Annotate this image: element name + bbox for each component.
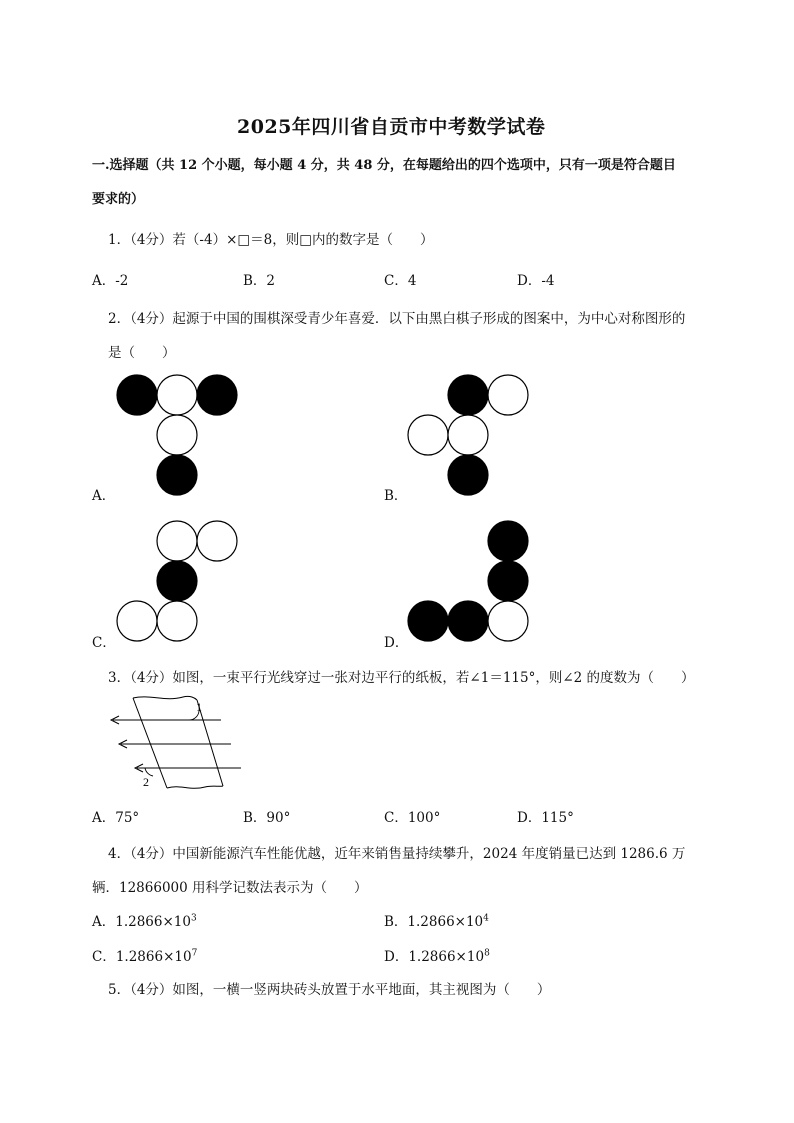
option-text: B．1.2866×10 xyxy=(384,914,484,930)
exponent: 7 xyxy=(191,948,198,959)
question-5-stem: 5．（4分）如图，一横一竖两块砖头放置于水平地面，其主视图为（ ） xyxy=(108,982,551,998)
question-1-option-b[interactable]: B．2 xyxy=(243,273,276,289)
question-1-option-c[interactable]: C．4 xyxy=(384,273,417,289)
question-3-option-d[interactable]: D．115° xyxy=(517,810,574,826)
option-text: C．1.2866×10 xyxy=(92,949,192,965)
question-4-stem-line1: 4．（4分）中国新能源汽车性能优越，近年来销售量持续攀升，2024 年度销量已达到 1286.6 万 xyxy=(108,846,686,862)
exponent: 3 xyxy=(190,913,197,924)
go-pattern-b xyxy=(402,372,542,500)
question-3-option-c[interactable]: C．100° xyxy=(384,810,441,826)
question-1-option-a[interactable]: A．-2 xyxy=(92,273,129,289)
question-2-option-a[interactable]: A． xyxy=(92,488,116,504)
exponent: 4 xyxy=(483,913,489,924)
option-text: A．1.2866×10 xyxy=(92,914,191,930)
option-text: D．1.2866×10 xyxy=(384,949,485,965)
question-2-stem-line1: 2．（4分）起源于中国的围棋深受青少年喜爱．以下由黑白棋子形成的图案中，为中心对称图形的 xyxy=(108,311,686,327)
go-pattern-a xyxy=(110,372,250,500)
section-heading-line2: 要求的） xyxy=(92,192,145,207)
question-1-option-d[interactable]: D．-4 xyxy=(517,273,555,289)
go-pattern-c xyxy=(110,518,250,646)
section-heading-line1: 一.选择题（共 12 个小题，每小题 4 分，共 48 分，在每题给出的四个选项中，只有一项是符合题目 xyxy=(92,158,676,173)
angle-2-label: 2 xyxy=(143,775,149,789)
page-title: 2025年四川省自贡市中考数学试卷 xyxy=(237,116,546,138)
question-3-option-b[interactable]: B．90° xyxy=(243,810,291,826)
question-4-option-d[interactable] xyxy=(384,945,490,965)
question-2-stem-line2: 是（ ） xyxy=(108,345,176,361)
question-2-option-d[interactable]: D． xyxy=(384,635,409,651)
question-3-option-a[interactable]: A．75° xyxy=(92,810,140,826)
question-1-stem: 1．（4分）若（-4）×□＝8，则□内的数字是（ ） xyxy=(108,232,434,248)
question-4-option-a[interactable] xyxy=(92,910,197,930)
go-pattern-d xyxy=(402,518,542,646)
angle-1-label: 1 xyxy=(196,700,202,714)
question-2-option-c[interactable]: C． xyxy=(92,635,116,651)
question-4-option-c[interactable] xyxy=(92,945,197,965)
question-4-option-b[interactable] xyxy=(384,910,489,930)
light-through-cardboard-figure xyxy=(105,694,250,794)
question-2-option-b[interactable]: B． xyxy=(384,488,408,504)
exponent: 8 xyxy=(484,948,490,959)
question-4-stem-line2: 辆．12866000 用科学记数法表示为（ ） xyxy=(92,880,368,896)
question-3-stem: 3．（4分）如图，一束平行光线穿过一张对边平行的纸板，若∠1＝115°，则∠2 的度数为（ ） xyxy=(108,670,695,686)
